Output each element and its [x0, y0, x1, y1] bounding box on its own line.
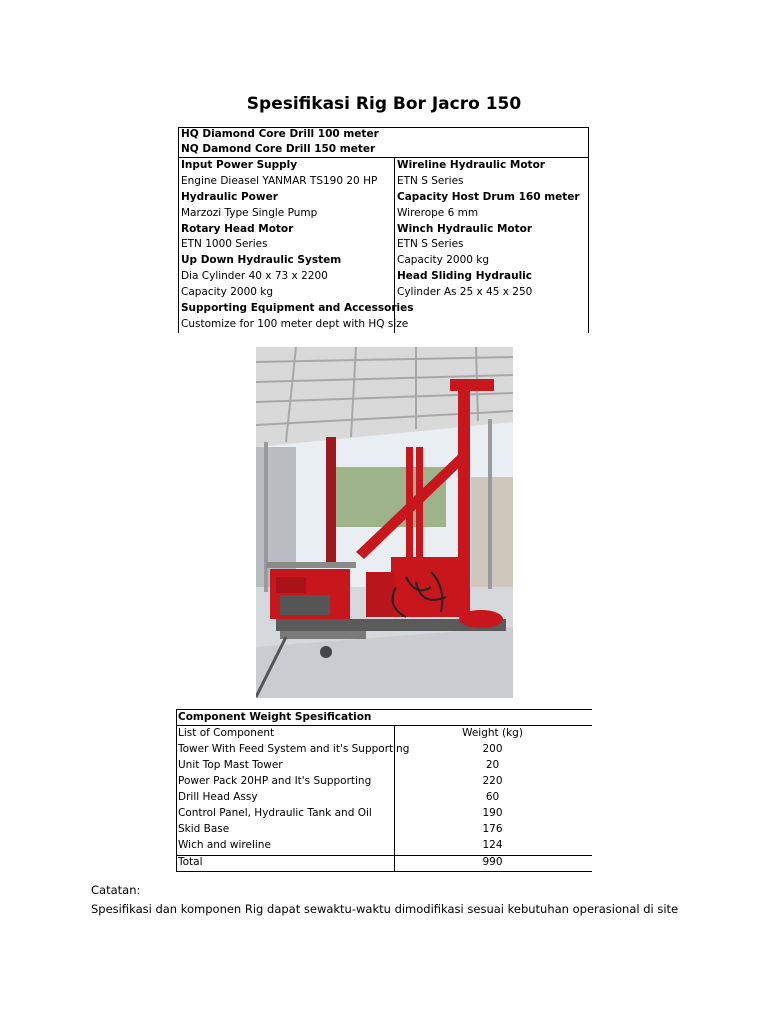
table-border — [176, 709, 177, 871]
spec-right-item: Wirerope 6 mm — [397, 207, 479, 219]
column-header-weight: Weight (kg) — [462, 727, 523, 739]
spec-right-item: ETN S Series — [397, 238, 464, 250]
component-name: Power Pack 20HP and It's Supporting — [178, 775, 372, 787]
notes-label: Catatan: — [91, 883, 141, 897]
spec-left-item: Dia Cylinder 40 x 73 x 2200 — [181, 270, 328, 282]
component-name: Control Panel, Hydraulic Tank and Oil — [178, 807, 372, 819]
component-name: Wich and wireline — [178, 839, 271, 851]
spec-header-line: HQ Diamond Core Drill 100 meter — [181, 128, 379, 140]
spec-left-item: Input Power Supply — [181, 159, 298, 171]
component-weight: 176 — [482, 823, 503, 835]
spec-header-line: NQ Damond Core Drill 150 meter — [181, 143, 376, 155]
column-header-component: List of Component — [178, 727, 275, 739]
spec-right-item: Winch Hydraulic Motor — [397, 223, 533, 235]
table-border — [176, 871, 592, 872]
component-weight: 20 — [485, 759, 500, 771]
component-name: Tower With Feed System and it's Supporting — [178, 743, 410, 755]
spec-right-item: Wireline Hydraulic Motor — [397, 159, 545, 171]
spec-left-item: Rotary Head Motor — [181, 223, 294, 235]
weight-table-title: Component Weight Spesification — [178, 711, 372, 723]
spec-left-item: Engine Dieasel YANMAR TS190 20 HP — [181, 175, 378, 187]
notes-text: Spesifikasi dan komponen Rig dapat sewaktu-waktu dimodifikasi sesuai kebutuhan operasional di site — [91, 902, 679, 916]
component-weight-table — [176, 709, 592, 872]
spec-right-item: ETN S Series — [397, 175, 464, 187]
component-name: Unit Top Mast Tower — [178, 759, 283, 771]
total-value: 990 — [482, 856, 503, 868]
component-name: Drill Head Assy — [178, 791, 258, 803]
specification-table — [178, 127, 589, 333]
spec-left-item: ETN 1000 Series — [181, 238, 268, 250]
total-label: Total — [178, 856, 203, 868]
spec-left-item: Capacity 2000 kg — [181, 286, 274, 298]
component-weight: 200 — [482, 743, 503, 755]
spec-left-item: Supporting Equipment and Accessories — [181, 302, 414, 314]
component-weight: 60 — [485, 791, 500, 803]
spec-right-item: Capacity Host Drum 160 meter — [397, 191, 580, 203]
component-name: Skid Base — [178, 823, 230, 835]
component-weight: 124 — [482, 839, 503, 851]
spec-left-item: Customize for 100 meter dept with HQ size — [181, 318, 409, 330]
spec-right-item: Capacity 2000 kg — [397, 254, 490, 266]
drill-rig-photo — [256, 347, 513, 698]
spec-left-item: Marzozi Type Single Pump — [181, 207, 318, 219]
component-weight: 220 — [482, 775, 503, 787]
document-title: Spesifikasi Rig Bor Jacro 150 — [246, 94, 522, 114]
spec-right-item: Head Sliding Hydraulic — [397, 270, 532, 282]
spec-right-item: Cylinder As 25 x 45 x 250 — [397, 286, 533, 298]
component-weight: 190 — [482, 807, 503, 819]
spec-left-item: Up Down Hydraulic System — [181, 254, 342, 266]
spec-left-item: Hydraulic Power — [181, 191, 278, 203]
